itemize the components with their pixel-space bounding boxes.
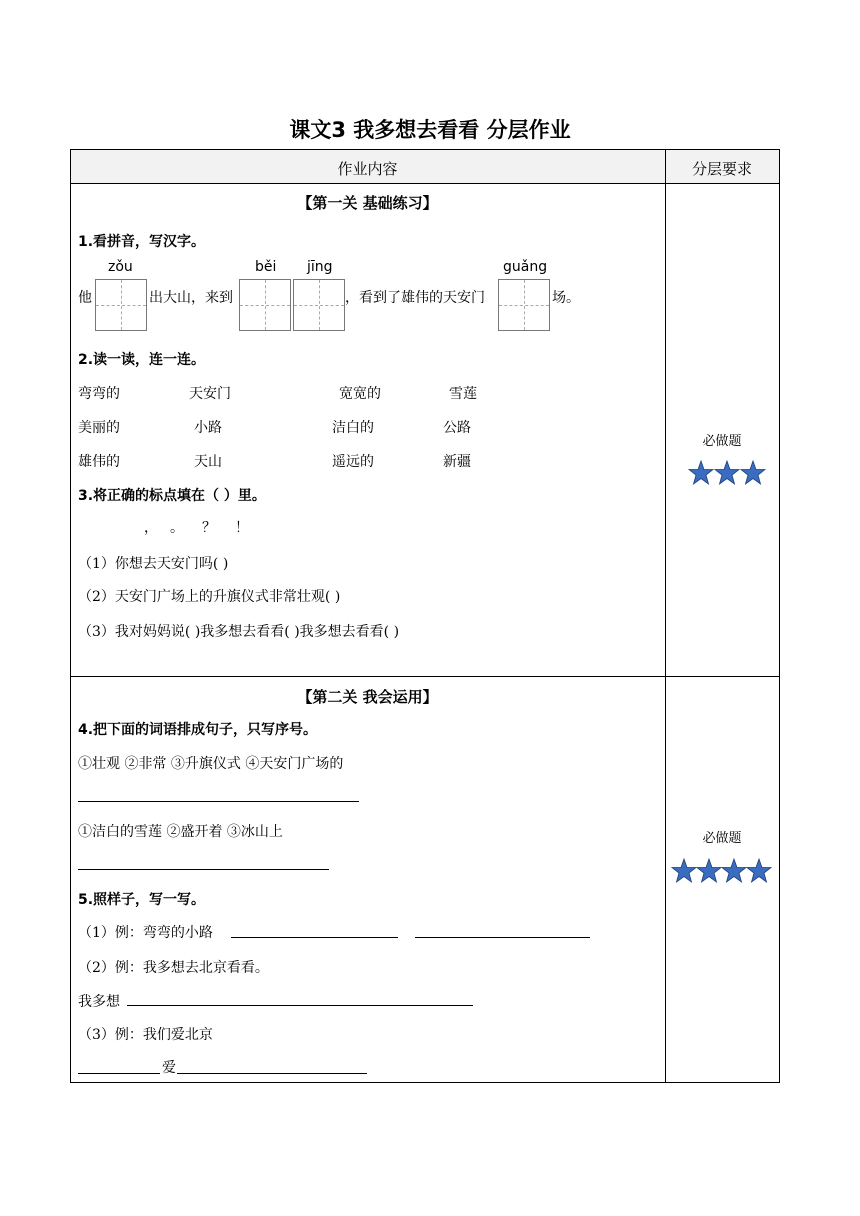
q2-r3-c2: 天山 <box>194 454 222 470</box>
q2-r2-c3: 洁白的 <box>332 420 374 436</box>
pinyin-bei: běi <box>255 259 277 275</box>
q3-item-3: （3）我对妈妈说( )我多想去看看( )我多想去看看( ) <box>78 624 400 640</box>
q5-prompt-2: 我多想 <box>78 994 120 1010</box>
char-box-zou[interactable] <box>95 279 147 331</box>
star-icon <box>689 461 713 484</box>
q5-answer-line-1a[interactable] <box>231 937 398 938</box>
question-3-title: 3.将正确的标点填在（ ）里。 <box>78 488 266 504</box>
q4-answer-line-b[interactable] <box>78 869 329 870</box>
q1-text-3: ，看到了雄伟的天安门 <box>345 290 485 306</box>
q5-answer-line-3a[interactable] <box>78 1073 160 1074</box>
question-4-title: 4.把下面的词语排成句子，只写序号。 <box>78 722 318 738</box>
section-1-level: 必做题 <box>702 434 742 449</box>
question-1-title: 1.看拼音，写汉字。 <box>78 234 206 250</box>
q5-answer-line-1b[interactable] <box>415 937 590 938</box>
q4-words-b: ①洁白的雪莲 ②盛开着 ③冰山上 <box>78 824 283 840</box>
q5-answer-line-2[interactable] <box>127 1005 473 1006</box>
star-icon <box>741 461 765 484</box>
star-icon <box>672 859 696 882</box>
section-1-header: 【第一关 基础练习】 <box>297 194 438 212</box>
star-icon <box>747 859 771 882</box>
question-5-title: 5.照样子，写一写。 <box>78 892 206 908</box>
page-title: 课文3 我多想去看看 分层作业 <box>289 118 571 142</box>
q2-r3-c3: 遥远的 <box>332 454 374 470</box>
punct-question: ？ <box>202 520 216 536</box>
q3-item-1: （1）你想去天安门吗( ) <box>78 556 229 572</box>
q5-prompt-3: 爱 <box>162 1060 176 1076</box>
section-2-header: 【第二关 我会运用】 <box>297 688 438 706</box>
q2-r3-c4: 新疆 <box>443 454 471 470</box>
q2-r1-c1: 弯弯的 <box>78 386 120 402</box>
q4-answer-line-a[interactable] <box>78 801 359 802</box>
q1-text-2: 出大山，来到 <box>149 290 233 306</box>
q1-text-1: 他 <box>78 290 92 306</box>
q2-r1-c3: 宽宽的 <box>339 386 381 402</box>
q2-r2-c1: 美丽的 <box>78 420 120 436</box>
q2-r3-c1: 雄伟的 <box>78 454 120 470</box>
q4-words-a: ①壮观 ②非常 ③升旗仪式 ④天安门广场的 <box>78 756 344 772</box>
pinyin-jing: jīng <box>307 259 333 275</box>
column-header-content: 作业内容 <box>337 160 398 178</box>
star-icon <box>715 461 739 484</box>
section-2-level: 必做题 <box>702 831 742 846</box>
punct-period: 。 <box>170 520 184 536</box>
q5-answer-line-3b[interactable] <box>177 1073 367 1074</box>
star-icon <box>722 859 746 882</box>
q5-example-3: （3）例：我们爱北京 <box>78 1027 213 1043</box>
q5-example-1: （1）例：弯弯的小路 <box>78 925 213 941</box>
punct-exclaim: ！ <box>235 520 249 536</box>
pinyin-zou: zǒu <box>108 259 133 275</box>
q2-r2-c2: 小路 <box>194 420 222 436</box>
q2-r2-c4: 公路 <box>443 420 471 436</box>
q2-r1-c4: 雪莲 <box>449 386 477 402</box>
q2-r1-c2: 天安门 <box>189 386 231 402</box>
question-2-title: 2.读一读，连一连。 <box>78 352 206 368</box>
pinyin-guang: guǎng <box>503 259 548 275</box>
char-box-bei[interactable] <box>239 279 291 331</box>
stars-3-icon <box>688 459 768 487</box>
q5-example-2: （2）例：我多想去北京看看。 <box>78 960 269 976</box>
char-box-jing[interactable] <box>293 279 345 331</box>
stars-4-icon <box>671 857 775 885</box>
column-header-level: 分层要求 <box>691 160 752 178</box>
q1-text-4: 场。 <box>552 290 580 306</box>
q3-item-2: （2）天安门广场上的升旗仪式非常壮观( ) <box>78 589 341 605</box>
star-icon <box>697 859 721 882</box>
punct-comma: ， <box>144 520 158 536</box>
char-box-guang[interactable] <box>498 279 550 331</box>
